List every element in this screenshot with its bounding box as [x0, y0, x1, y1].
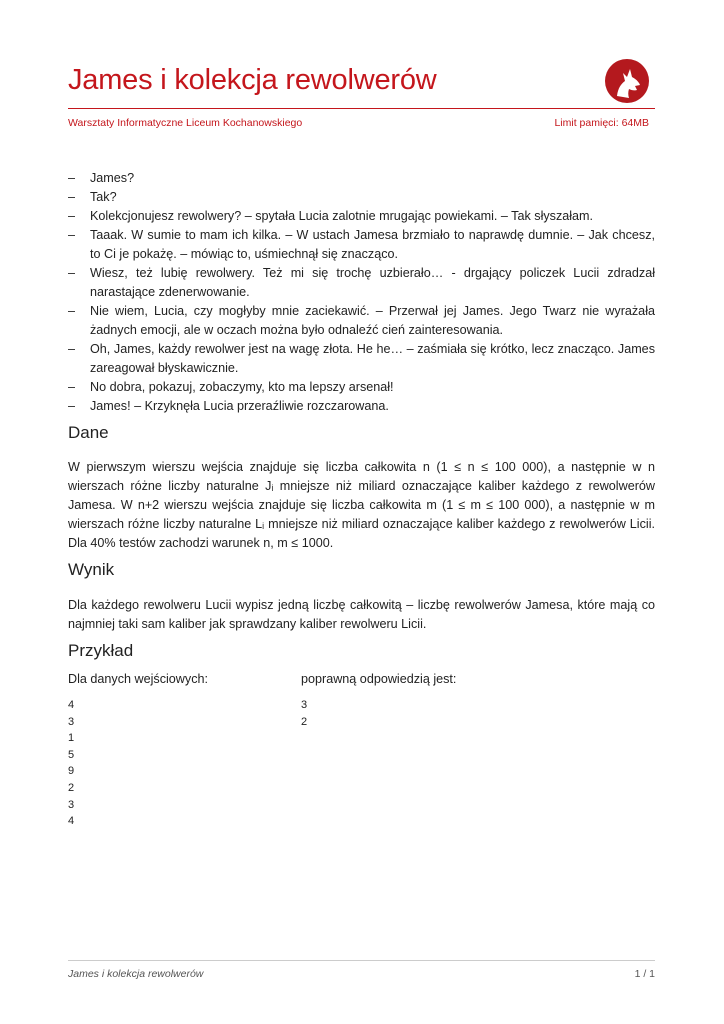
dialogue-line: – Wiesz, też lubię rewolwery. Też mi się trochę uzbierało… - drgający policzek Lucii zdradzał narastające zdenerwowanie. [68, 266, 655, 299]
footer-divider [68, 960, 655, 961]
example-input-line: 4 [68, 815, 75, 828]
example-input-block [68, 697, 74, 830]
dialogue-line: – No dobra, pokazuj, zobaczymy, kto ma lepszy arsenał! [68, 380, 394, 394]
dialogue-list [68, 169, 655, 416]
input-section-text: W pierwszym wierszu wejścia znajduje się liczba całkowita n (1 ≤ n ≤ 100 000), a następnie w n wierszach różne liczby naturalne Jᵢ mniejsze niż miliard oznaczające kaliber każdego z rewolwerów Jamesa. W n+2 wierszu wejścia znajduje się liczba całkowita m (1 ≤ m ≤ 100 000), a następnie w m wierszach różne liczby naturalne Lᵢ mniejsze niż miliard oznaczające kaliber każdego z rewolwerów Licii. Dla 40% testów zachodzi warunek n, m ≤ 1000. [68, 460, 655, 550]
footer-page-number: 1 / 1 [634, 968, 655, 980]
dialogue-line: – James? [68, 171, 135, 185]
example-output-block [301, 697, 307, 730]
example-input-line: 2 [68, 781, 75, 794]
example-input-label: Dla danych wejściowych: [68, 672, 208, 686]
example-input-line: 1 [68, 732, 75, 745]
dialogue-line: – James! – Krzyknęła Lucia przeraźliwie rozczarowana. [68, 399, 389, 413]
wolf-head-logo-icon [604, 58, 650, 104]
dialogue-line: – Tak? [68, 190, 117, 204]
dialogue-line: – Taaak. W sumie to mam ich kilka. – W ustach Jamesa brzmiało to naprawdę dumnie. – Jak chcesz, to Ci je pokażę. – mówiąc to, uśmiechnął się znacząco. [68, 228, 655, 261]
example-output-line: 2 [301, 715, 308, 728]
memory-limit-label: Limit pamięci: 64MB [554, 117, 649, 129]
example-input-line: 3 [68, 798, 75, 811]
input-section-title: Dane [68, 423, 109, 442]
example-input-line: 4 [68, 699, 75, 711]
page-title: James i kolekcja rewolwerów [68, 64, 437, 96]
dialogue-line: – Nie wiem, Lucia, czy mogłyby mnie zaciekawić. – Przerwał jej James. Jego Twarz nie wyrażała żadnych emocji, ale w oczach można było odnaleźć cień zainteresowania. [68, 304, 655, 337]
dialogue-line: – Oh, James, każdy rewolwer jest na wagę złota. He he… – zaśmiała się krótko, lecz znacząco. James zareagował błyskawicznie. [68, 342, 655, 375]
footer-title: James i kolekcja rewolwerów [68, 968, 204, 980]
example-section-title: Przykład [68, 641, 134, 660]
example-input-line: 3 [68, 715, 75, 728]
example-output-label: poprawną odpowiedzią jest: [301, 672, 457, 686]
output-section-text: Dla każdego rewolweru Lucii wypisz jedną liczbę całkowitą – liczbę rewolwerów Jamesa, które mają co najmniej taki sam kaliber jak sprawdzany kaliber rewolweru Licii. [68, 598, 655, 631]
example-input-line: 5 [68, 748, 75, 761]
example-output-line: 3 [301, 699, 308, 711]
output-section-title: Wynik [68, 560, 115, 579]
header-divider [68, 108, 655, 109]
example-input-line: 9 [68, 765, 75, 778]
organizer-label: Warsztaty Informatyczne Liceum Kochanowskiego [68, 117, 303, 129]
dialogue-line: – Kolekcjonujesz rewolwery? – spytała Lucia zalotnie mrugając powiekami. – Tak słyszałam. [68, 209, 594, 223]
